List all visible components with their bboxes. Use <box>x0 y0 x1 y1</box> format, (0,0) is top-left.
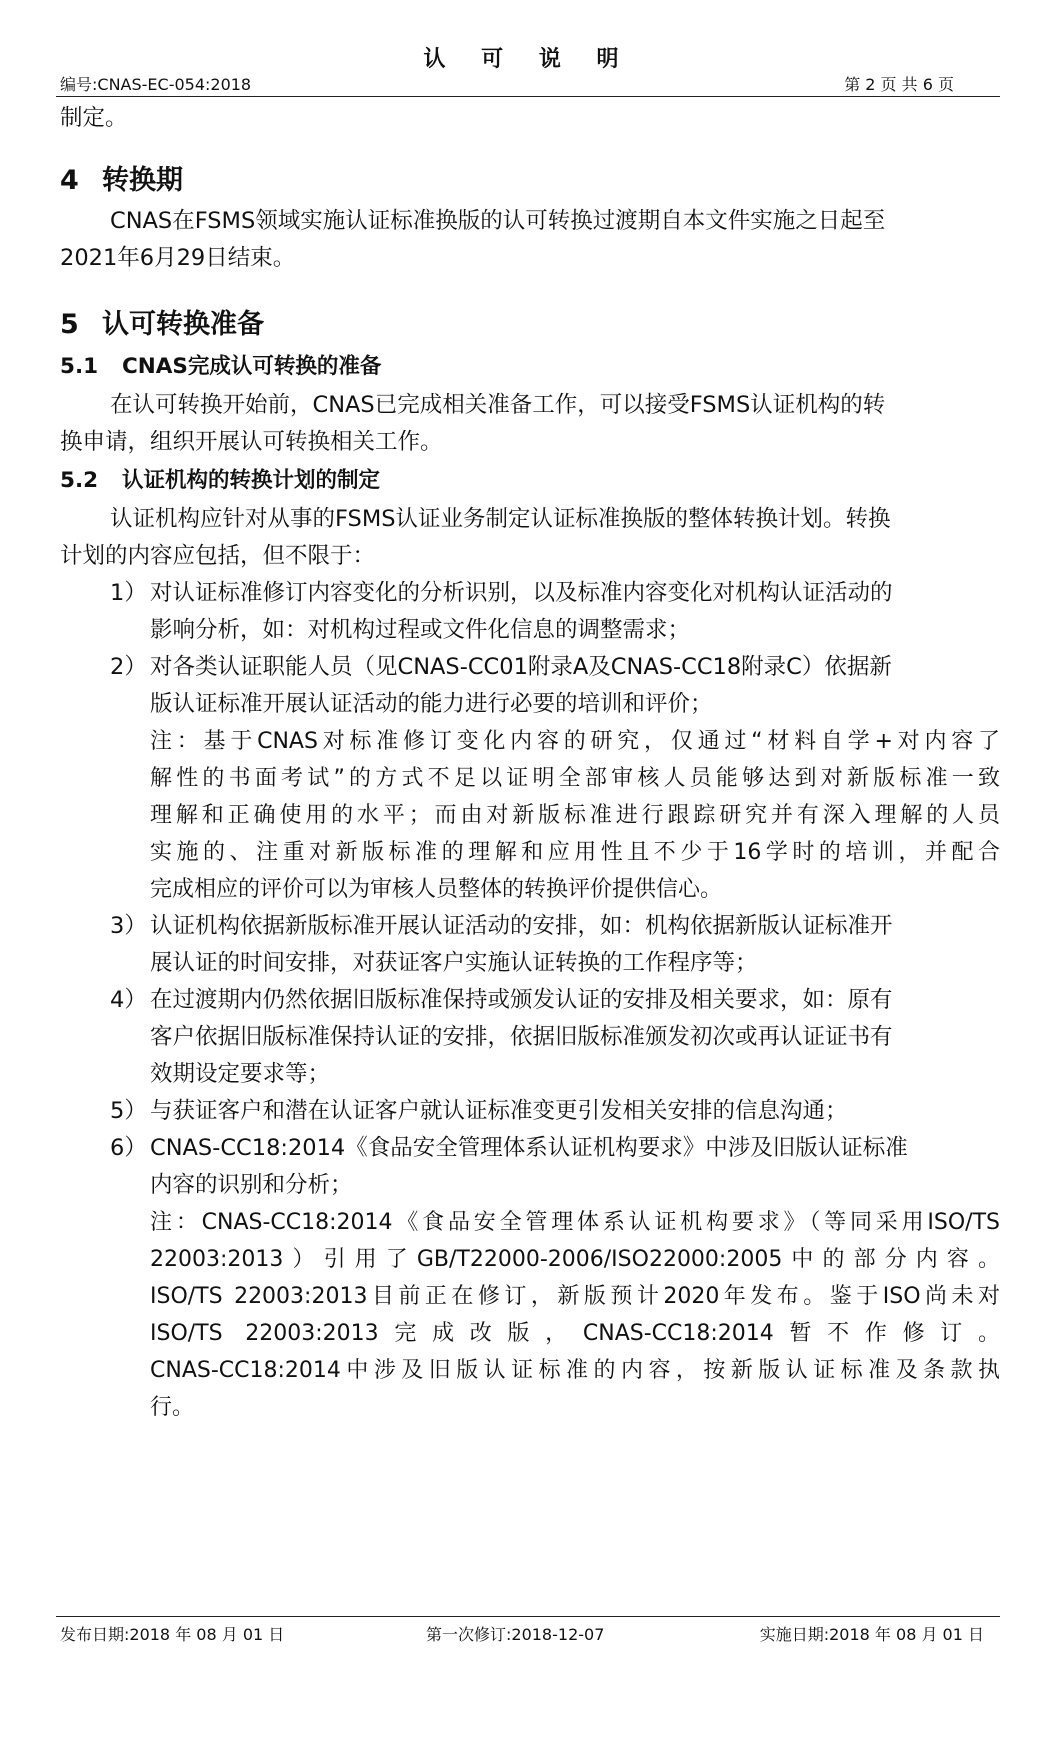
subsection-number: 5.1 <box>60 354 99 379</box>
paragraph-line: 换申请，组织开展认可转换相关工作。 <box>60 429 443 455</box>
list-item-line: 与获证客户和潜在认证客户就认证标准变更引发相关安排的信息沟通； <box>150 1098 848 1124</box>
subsection-title: 认证机构的转换计划的制定 <box>122 468 381 493</box>
note-line: 完成相应的评价可以为审核人员整体的转换评价提供信心。 <box>150 877 723 902</box>
note-line: 行。 <box>150 1395 195 1420</box>
list-item-line: 客户依据旧版标准保持认证的安排，依据旧版标准颁发初次或再认证证书有 <box>150 1024 893 1050</box>
list-item-line: 内容的识别和分析； <box>150 1172 353 1198</box>
note-cc18 <box>60 1204 1000 1426</box>
list-item-text <box>150 982 1000 1093</box>
document-code: 编号:CNAS-EC-054:2018 <box>60 75 252 94</box>
page-header-title: 认 可 说 明 <box>423 47 633 72</box>
list-item <box>60 1093 1000 1130</box>
note-training <box>60 723 1000 908</box>
list-item-line: 认证机构依据新版标准开展认证活动的安排，如：机构依据新版认证标准开 <box>150 913 893 939</box>
paragraph-line: CNAS在FSMS领域实施认证标准换版的认可转换过渡期自本文件实施之日起至 <box>110 208 886 234</box>
list-item-number: 3） <box>110 913 147 939</box>
note-line: ISO/TS 22003:2013目前正在修订，新版预计2020年发布。鉴于ISO尚未对 <box>150 1284 1000 1309</box>
list-item <box>60 908 1000 982</box>
section-5-1-heading <box>60 347 1000 387</box>
list-item-line: 展认证的时间安排，对获证客户实施认证转换的工作程序等； <box>150 950 758 976</box>
list-item-number: 4） <box>110 987 147 1013</box>
paragraph-line: 在认可转换开始前，CNAS已完成相关准备工作，可以接受FSMS认证机构的转 <box>110 392 886 418</box>
note-line: ISO/TS 22003:2013完成改版，CNAS-CC18:2014暂不作修订。 <box>150 1321 1000 1346</box>
note-line: 实施的、注重对新版标准的理解和应用性且不少于16学时的培训，并配合 <box>150 840 1000 865</box>
list-item-line: 对认证标准修订内容变化的分析识别，以及标准内容变化对机构认证活动的 <box>150 580 893 606</box>
plan-items-list <box>60 575 1000 723</box>
note-line: 注：基于CNAS对标准修订变化内容的研究，仅通过“材料自学+对内容了 <box>150 729 1000 754</box>
list-item-number: 6） <box>110 1135 147 1161</box>
subsection-title: CNAS完成认可转换的准备 <box>122 354 382 379</box>
note-line: 22003:2013）引用了GB/T22000-2006/ISO22000:2005中的部分内容。 <box>150 1247 1000 1272</box>
note-line: 解性的书面考试”的方式不足以证明全部审核人员能够达到对新版标准一致 <box>150 766 1000 791</box>
list-item-line: CNAS-CC18:2014《食品安全管理体系认证机构要求》中涉及旧版认证标准 <box>150 1135 908 1161</box>
document-body <box>60 100 1000 1426</box>
section-4-heading <box>60 159 1000 203</box>
list-item <box>60 1130 1000 1204</box>
list-item-line: 在过渡期内仍然依据旧版标准保持或颁发认证的安排及相关要求，如：原有 <box>150 987 893 1013</box>
plan-items-list-continued <box>60 908 1000 1204</box>
list-item-line: 对各类认证职能人员（见CNAS-CC01附录A及CNAS-CC18附录C）依据新 <box>150 654 892 680</box>
list-item <box>60 575 1000 649</box>
list-item-number: 5） <box>110 1098 147 1124</box>
effective-date: 实施日期:2018 年 08 月 01 日 <box>759 1625 984 1644</box>
note-line: 注：CNAS-CC18:2014《食品安全管理体系认证机构要求》（等同采用ISO/TS <box>150 1210 1000 1235</box>
note-line: CNAS-CC18:2014中涉及旧版认证标准的内容，按新版认证标准及条款执 <box>150 1358 1000 1383</box>
section-number: 4 <box>60 165 79 196</box>
paragraph-line: 2021年6月29日结束。 <box>60 245 296 271</box>
list-item-number: 2） <box>110 654 147 680</box>
paragraph-line: 认证机构应针对从事的FSMS认证业务制定认证标准换版的整体转换计划。转换 <box>110 506 891 532</box>
page-number: 第 2 页 共 6 页 <box>844 75 954 94</box>
section-title: 转换期 <box>102 165 183 196</box>
list-item <box>60 649 1000 723</box>
carry-over-text: 制定。 <box>60 105 128 131</box>
list-item-text <box>150 575 1000 649</box>
list-item <box>60 982 1000 1093</box>
section-title: 认可转换准备 <box>102 309 264 340</box>
note-line: 理解和正确使用的水平；而由对新版标准进行跟踪研究并有深入理解的人员 <box>150 803 1000 828</box>
header-divider <box>56 96 1000 97</box>
footer-divider <box>56 1616 1000 1617</box>
publish-date: 发布日期:2018 年 08 月 01 日 <box>60 1625 285 1644</box>
paragraph-line: 计划的内容应包括，但不限于： <box>60 543 376 569</box>
list-item-line: 版认证标准开展认证活动的能力进行必要的培训和评价； <box>150 691 713 717</box>
subsection-number: 5.2 <box>60 468 99 493</box>
section-number: 5 <box>60 309 79 340</box>
section-5-2-heading <box>60 461 1000 501</box>
list-item-text <box>150 908 1000 982</box>
list-item-text <box>150 649 1000 723</box>
section-5-heading <box>60 303 1000 347</box>
list-item-line: 效期设定要求等； <box>150 1061 331 1087</box>
list-item-line: 影响分析，如：对机构过程或文件化信息的调整需求； <box>150 617 691 643</box>
list-item-text <box>150 1093 1000 1130</box>
list-item-number: 1） <box>110 580 147 606</box>
revision-date: 第一次修订:2018-12-07 <box>426 1625 605 1644</box>
list-item-text <box>150 1130 1000 1204</box>
